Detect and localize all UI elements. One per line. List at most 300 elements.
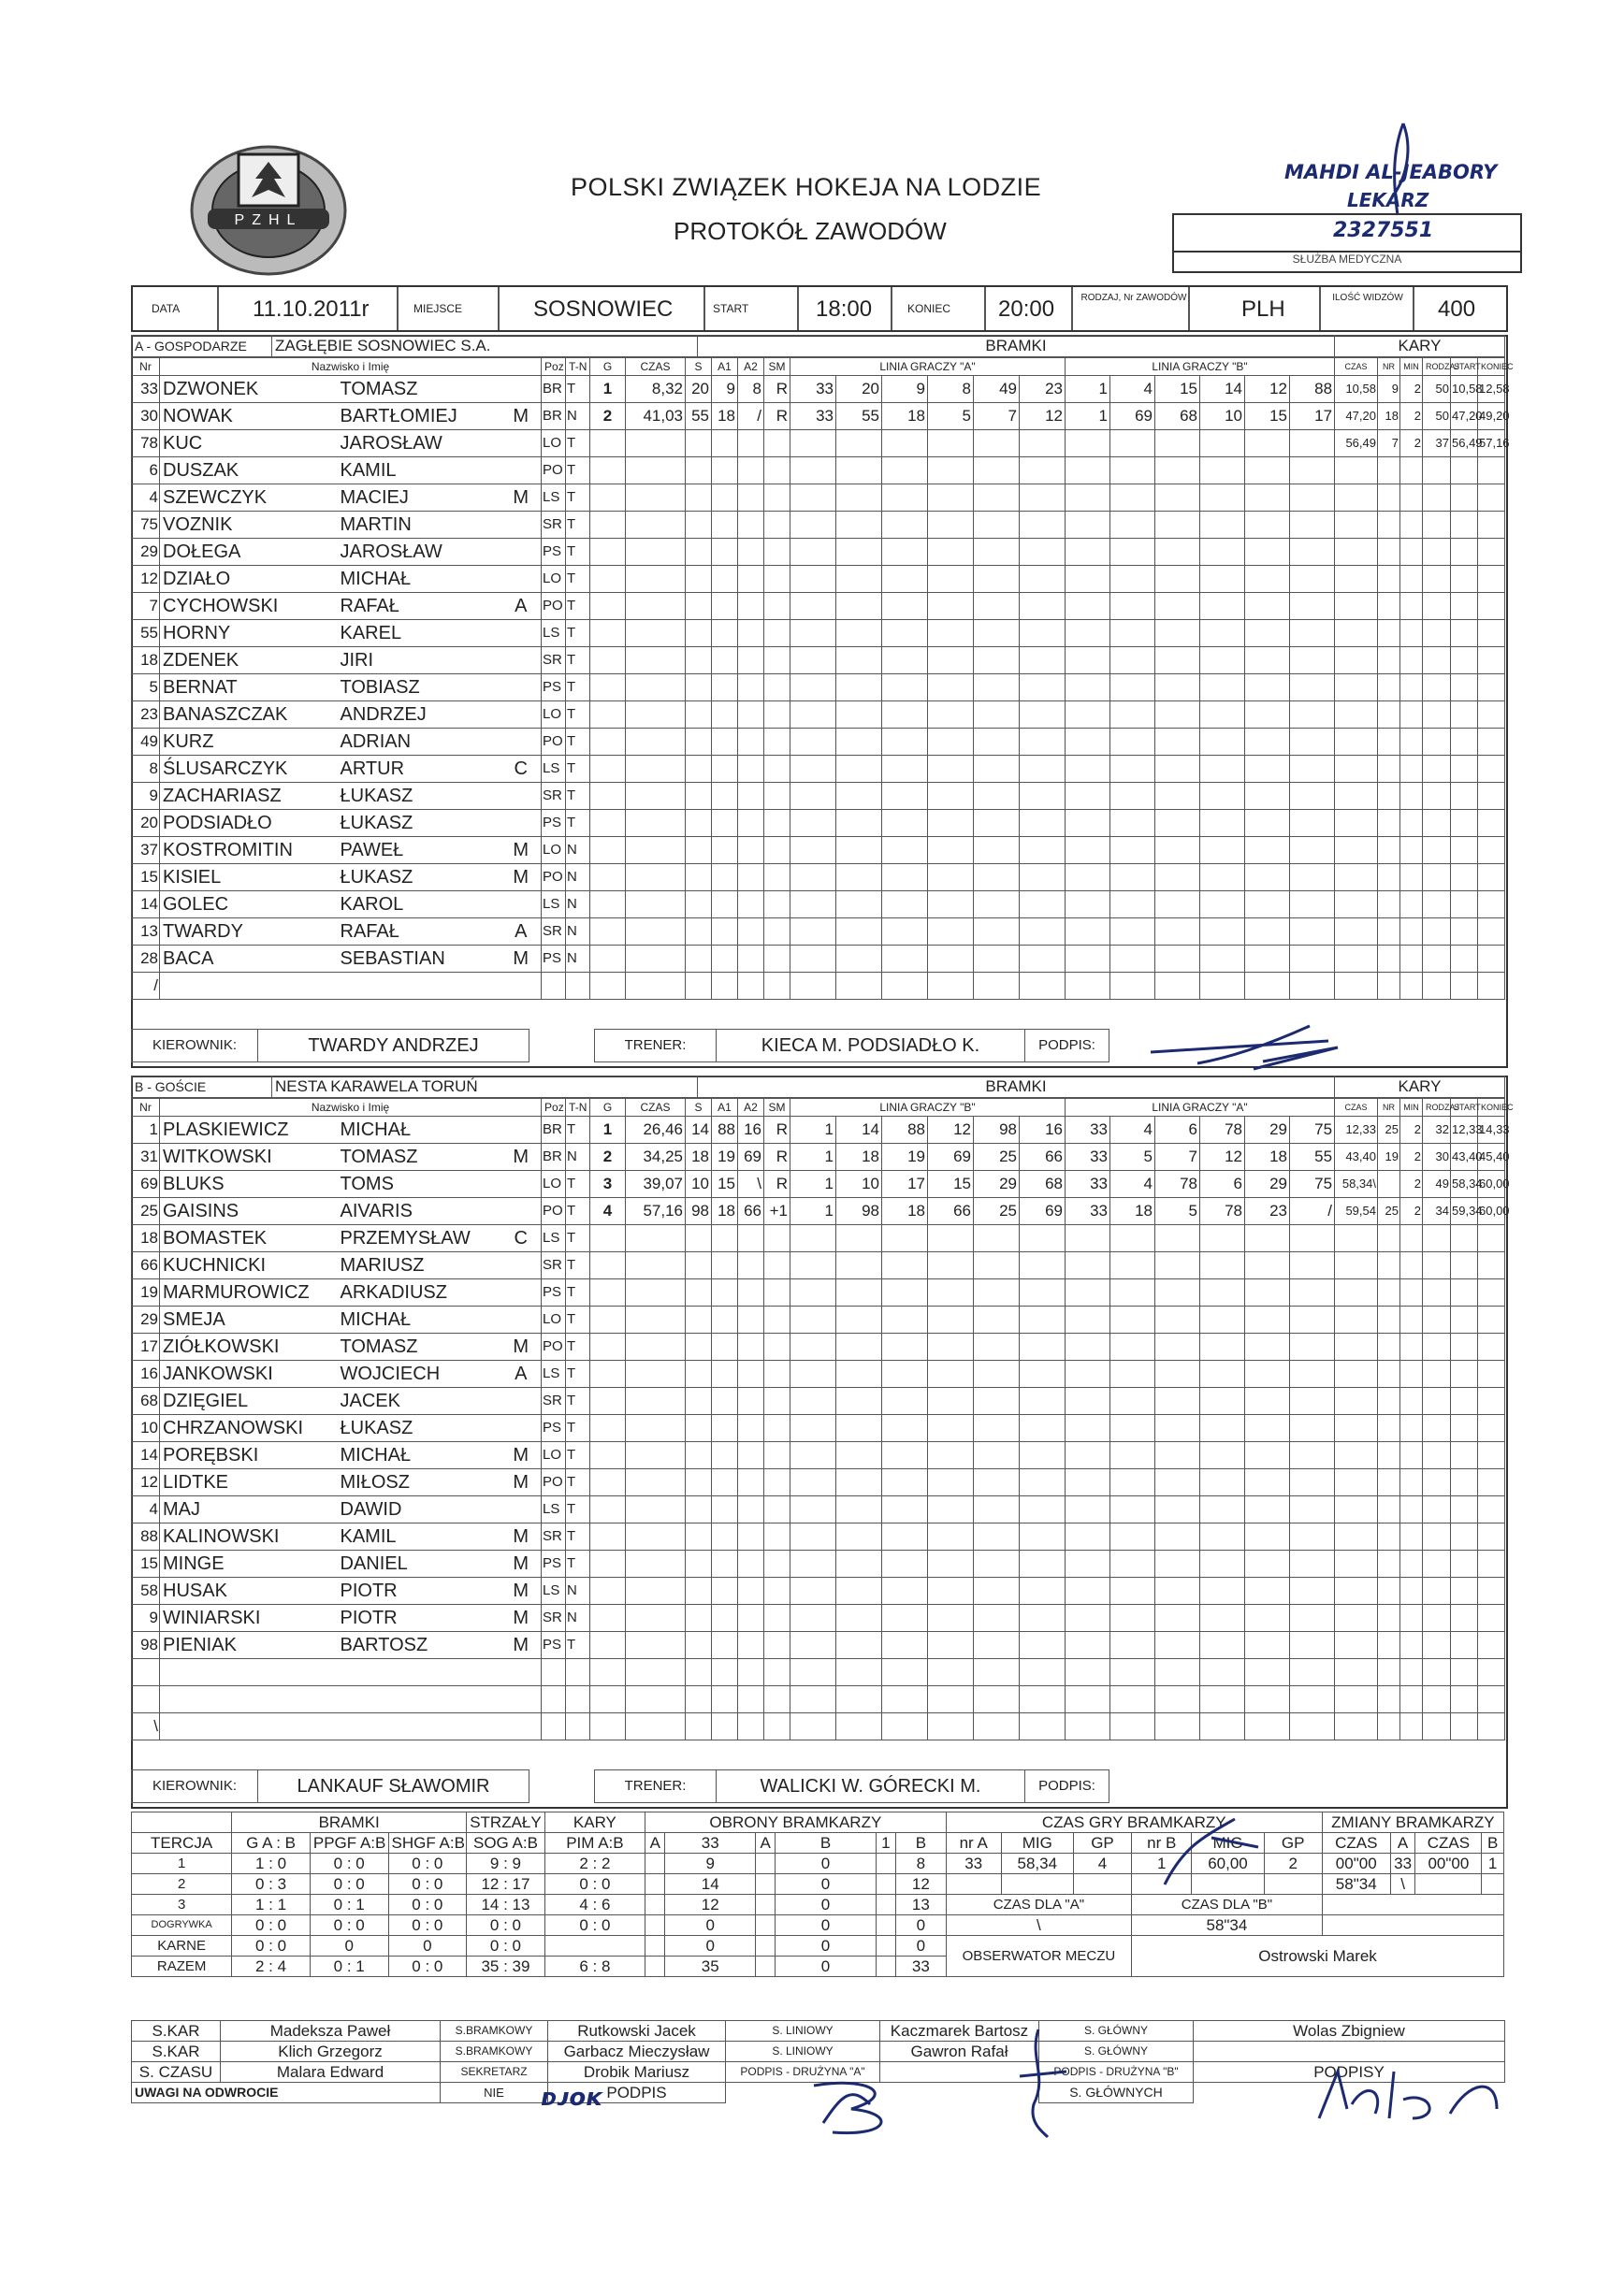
goal-row — [590, 1252, 1335, 1279]
goal-cell — [764, 1252, 790, 1279]
col-a2: A2 — [738, 358, 764, 376]
penalty-cell — [1400, 1659, 1423, 1686]
goal-row — [590, 512, 1335, 539]
penalty-row — [1335, 1469, 1505, 1496]
goal-cell — [1020, 783, 1066, 810]
player-position — [542, 1686, 566, 1713]
goal-cell — [1290, 1578, 1335, 1605]
goal-row — [590, 1198, 1335, 1225]
player-tn: T — [566, 674, 590, 701]
goal-cell — [1066, 1334, 1110, 1361]
goal-cell — [712, 701, 738, 729]
official-cell: Garbacz Mieczysław — [548, 2042, 726, 2062]
penalty-cell — [1400, 1415, 1423, 1442]
goal-cell: 19 — [882, 1144, 928, 1171]
player-role — [501, 674, 542, 701]
goal-cell — [836, 1252, 882, 1279]
penalty-cell — [1423, 566, 1451, 593]
player-number — [132, 1686, 160, 1713]
player-position: PS — [542, 1551, 566, 1578]
goal-cell — [738, 1334, 764, 1361]
player-firstname: ARKADIUSZ — [338, 1279, 501, 1307]
penalty-cell: 50 — [1423, 376, 1451, 403]
player-row — [132, 837, 590, 864]
goal-cell — [1020, 1632, 1066, 1659]
goal-cell — [764, 1605, 790, 1632]
goal-cell — [1155, 512, 1200, 539]
goal-cell — [1155, 593, 1200, 620]
goal-cell — [738, 1388, 764, 1415]
goal-row — [590, 430, 1335, 457]
player-firstname: JIRI — [338, 647, 501, 674]
goal-cell — [764, 1686, 790, 1713]
goal-cell — [1110, 593, 1155, 620]
penalty-cell — [1423, 1551, 1451, 1578]
goal-cell — [928, 891, 974, 918]
goal-cell — [712, 1388, 738, 1415]
summary-table — [131, 1812, 1504, 1977]
penalty-row — [1335, 1415, 1505, 1442]
penalty-cell — [1451, 918, 1478, 946]
player-number: \ — [132, 1713, 160, 1740]
penalty-row — [1335, 1659, 1505, 1686]
penalty-cell — [1378, 973, 1400, 1000]
goal-cell — [790, 756, 836, 783]
goal-cell: 68 — [1155, 403, 1200, 430]
player-position — [542, 1713, 566, 1740]
goal-row — [590, 891, 1335, 918]
penalty-row — [1335, 756, 1505, 783]
penalty-cell — [1335, 783, 1378, 810]
penalty-cell — [1478, 1632, 1505, 1659]
goal-cell: 25 — [974, 1144, 1020, 1171]
goal-cell: 66 — [738, 1198, 764, 1225]
goal-row — [590, 593, 1335, 620]
penalty-cell — [1478, 674, 1505, 701]
goal-cell — [712, 810, 738, 837]
summary-corner — [132, 1812, 232, 1833]
penalty-cell — [1335, 918, 1378, 946]
summary-subheader: 33 — [665, 1833, 756, 1854]
player-tn: T — [566, 729, 590, 756]
goal-cell — [1290, 837, 1335, 864]
goal-cell — [626, 1415, 686, 1442]
goal-cell — [590, 1361, 626, 1388]
goal-cell — [686, 729, 712, 756]
goal-cell — [738, 1659, 764, 1686]
penalty-cell — [1423, 1388, 1451, 1415]
goal-cell — [928, 1605, 974, 1632]
penalty-cell — [1378, 1171, 1400, 1198]
summary-zmiany-2: 58"34 — [1322, 1874, 1390, 1895]
summary-save-a2: 0 — [776, 1957, 876, 1977]
goal-cell — [686, 1361, 712, 1388]
goal-cell — [764, 1632, 790, 1659]
summary-save-a: 0 — [665, 1936, 756, 1957]
goal-cell — [764, 1551, 790, 1578]
goal-cell — [1290, 620, 1335, 647]
col-p-rodzaj: RODZAJ — [1423, 1099, 1451, 1117]
penalty-cell — [1378, 457, 1400, 484]
player-position: LO — [542, 430, 566, 457]
player-role — [501, 1307, 542, 1334]
goal-cell: 78 — [1155, 1171, 1200, 1198]
goal-cell — [686, 1551, 712, 1578]
player-row — [132, 1279, 590, 1307]
penalty-cell: 12,33 — [1335, 1117, 1378, 1144]
player-row — [132, 1659, 590, 1686]
penalty-cell — [1400, 810, 1423, 837]
goal-cell — [790, 1659, 836, 1686]
goal-cell — [590, 1551, 626, 1578]
goal-cell — [882, 783, 928, 810]
player-row — [132, 1144, 590, 1171]
player-position: PS — [542, 1632, 566, 1659]
goal-cell — [1066, 1578, 1110, 1605]
goal-cell — [1066, 973, 1110, 1000]
goal-cell — [1290, 729, 1335, 756]
goal-cell — [974, 566, 1020, 593]
goal-cell — [738, 1361, 764, 1388]
penalty-cell — [1478, 1225, 1505, 1252]
penalty-cell — [1335, 729, 1378, 756]
penalty-row — [1335, 674, 1505, 701]
goal-cell — [928, 783, 974, 810]
penalty-cell — [1400, 783, 1423, 810]
penalty-row — [1335, 864, 1505, 891]
goal-cell — [882, 810, 928, 837]
goal-cell — [928, 593, 974, 620]
player-position: PO — [542, 864, 566, 891]
player-tn: N — [566, 891, 590, 918]
player-tn: T — [566, 1496, 590, 1523]
player-firstname: ŁUKASZ — [338, 1415, 501, 1442]
penalty-cell — [1423, 946, 1451, 973]
summary-czas-b-value: 58"34 — [1132, 1915, 1323, 1936]
penalty-cell — [1451, 1551, 1478, 1578]
goal-cell — [1110, 864, 1155, 891]
goal-cell — [790, 647, 836, 674]
goal-cell — [1155, 837, 1200, 864]
goal-cell: / — [738, 403, 764, 430]
penalty-row — [1335, 810, 1505, 837]
goal-cell — [790, 1415, 836, 1442]
col-name: Nazwisko i Imię — [160, 358, 542, 376]
player-position: PS — [542, 946, 566, 973]
penalty-cell — [1400, 946, 1423, 973]
goal-cell — [738, 1496, 764, 1523]
player-number: 98 — [132, 1632, 160, 1659]
summary-subheader: CZAS — [1415, 1833, 1482, 1854]
goal-cell — [712, 1252, 738, 1279]
penalty-cell — [1478, 756, 1505, 783]
goal-cell — [836, 620, 882, 647]
goal-row — [590, 1117, 1335, 1144]
penalty-cell — [1423, 1252, 1451, 1279]
penalty-cell — [1400, 1469, 1423, 1496]
penalty-cell — [1478, 1252, 1505, 1279]
summary-tercja: RAZEM — [132, 1957, 232, 1977]
penalty-cell — [1423, 1605, 1451, 1632]
penalty-cell — [1400, 701, 1423, 729]
goal-cell — [712, 512, 738, 539]
penalty-row — [1335, 1117, 1505, 1144]
player-row — [132, 539, 590, 566]
goal-cell — [1155, 1225, 1200, 1252]
goal-cell — [1200, 1551, 1245, 1578]
penalty-cell: 18 — [1378, 403, 1400, 430]
player-number: 12 — [132, 1469, 160, 1496]
goal-cell — [882, 457, 928, 484]
goal-cell — [1200, 1632, 1245, 1659]
goal-cell — [836, 539, 882, 566]
teamA-podpis-label: PODPIS: — [1025, 1030, 1109, 1062]
goal-cell — [1020, 484, 1066, 512]
goal-cell — [590, 1334, 626, 1361]
col-name: Nazwisko i Imię — [160, 1099, 542, 1117]
penalty-row — [1335, 946, 1505, 973]
goal-cell — [712, 566, 738, 593]
penalty-cell — [1478, 539, 1505, 566]
goal-cell — [1290, 1605, 1335, 1632]
goal-cell — [1200, 1361, 1245, 1388]
summary-value: 0 — [388, 1936, 467, 1957]
goal-cell: 4 — [590, 1198, 626, 1225]
goal-cell — [1290, 539, 1335, 566]
goal-cell — [974, 1605, 1020, 1632]
penalty-cell — [1478, 1496, 1505, 1523]
penalty-cell — [1400, 593, 1423, 620]
goal-cell — [1290, 1469, 1335, 1496]
goal-cell — [738, 946, 764, 973]
penalty-cell — [1478, 1686, 1505, 1713]
penalty-row — [1335, 837, 1505, 864]
player-role — [501, 1415, 542, 1442]
penalty-cell — [1478, 891, 1505, 918]
goal-cell — [928, 1334, 974, 1361]
goal-cell — [590, 783, 626, 810]
goal-cell — [1200, 1279, 1245, 1307]
player-firstname: MACIEJ — [338, 484, 501, 512]
goal-cell — [974, 1469, 1020, 1496]
goal-cell — [1290, 484, 1335, 512]
goal-cell — [626, 457, 686, 484]
goal-cell — [790, 1469, 836, 1496]
player-tn: T — [566, 1469, 590, 1496]
penalty-cell — [1451, 620, 1478, 647]
goal-cell — [1200, 1496, 1245, 1523]
goal-cell — [1290, 756, 1335, 783]
goal-cell — [790, 837, 836, 864]
goal-cell — [686, 620, 712, 647]
player-position: SR — [542, 1523, 566, 1551]
player-firstname: JAROSŁAW — [338, 430, 501, 457]
goal-cell — [590, 1659, 626, 1686]
penalty-row — [1335, 1334, 1505, 1361]
penalty-cell — [1451, 1496, 1478, 1523]
goal-cell — [1290, 891, 1335, 918]
goal-cell: 18 — [712, 403, 738, 430]
player-row — [132, 430, 590, 457]
summary-zmiany: 00"00 — [1322, 1854, 1390, 1874]
goal-cell — [882, 1523, 928, 1551]
penalty-cell — [1400, 1605, 1423, 1632]
goal-cell — [882, 1469, 928, 1496]
player-surname: DZIAŁO — [160, 566, 338, 593]
goal-cell — [626, 701, 686, 729]
penalty-cell — [1451, 1523, 1478, 1551]
player-row — [132, 566, 590, 593]
goal-cell — [626, 864, 686, 891]
goal-cell: 55 — [1290, 1144, 1335, 1171]
goal-cell — [1020, 1388, 1066, 1415]
goal-cell — [764, 430, 790, 457]
goal-cell — [626, 1605, 686, 1632]
summary-row — [132, 1936, 1504, 1957]
goal-cell — [1290, 973, 1335, 1000]
goal-cell — [712, 1307, 738, 1334]
goal-cell: 18 — [882, 403, 928, 430]
goal-cell — [626, 1252, 686, 1279]
goal-cell — [1020, 701, 1066, 729]
summary-czas-gry: 4 — [1073, 1854, 1131, 1874]
player-surname — [160, 1659, 338, 1686]
goal-cell — [1245, 1659, 1290, 1686]
goal-cell — [1245, 647, 1290, 674]
goal-cell — [1155, 566, 1200, 593]
goal-cell — [974, 891, 1020, 918]
player-firstname — [338, 973, 501, 1000]
player-firstname: ARTUR — [338, 756, 501, 783]
goal-cell — [928, 1361, 974, 1388]
player-role — [501, 973, 542, 1000]
medical-number: 2327551 — [1333, 219, 1434, 242]
penalty-cell — [1478, 946, 1505, 973]
player-role — [501, 647, 542, 674]
summary-zmiany: 1 — [1482, 1854, 1504, 1874]
goal-cell — [1020, 1361, 1066, 1388]
goal-cell — [1066, 1496, 1110, 1523]
goal-cell — [1110, 1279, 1155, 1307]
goal-cell — [1110, 1713, 1155, 1740]
goal-cell — [712, 430, 738, 457]
summary-h-kary: KARY — [544, 1812, 645, 1833]
goal-cell — [882, 837, 928, 864]
goal-cell — [836, 647, 882, 674]
goal-cell — [882, 1605, 928, 1632]
penalty-row — [1335, 1713, 1505, 1740]
goal-cell — [790, 1578, 836, 1605]
goal-cell — [1020, 593, 1066, 620]
goal-cell — [790, 1252, 836, 1279]
goal-cell — [712, 918, 738, 946]
goal-cell — [626, 837, 686, 864]
goal-cell — [1290, 1334, 1335, 1361]
goal-cell: 29 — [974, 1171, 1020, 1198]
goal-cell — [1290, 674, 1335, 701]
penalty-cell: 50 — [1423, 403, 1451, 430]
penalty-cell — [1478, 1442, 1505, 1469]
goal-cell — [1200, 1334, 1245, 1361]
goal-cell — [712, 539, 738, 566]
player-row — [132, 891, 590, 918]
goal-cell — [928, 1252, 974, 1279]
goal-cell — [974, 1686, 1020, 1713]
goal-cell — [836, 701, 882, 729]
player-number: 14 — [132, 1442, 160, 1469]
goal-cell — [686, 593, 712, 620]
summary-value: 0 : 0 — [467, 1936, 545, 1957]
goal-cell — [974, 1496, 1020, 1523]
goal-cell — [882, 1551, 928, 1578]
goal-cell — [626, 674, 686, 701]
goal-cell — [590, 1225, 626, 1252]
goal-row — [590, 457, 1335, 484]
player-position: PS — [542, 539, 566, 566]
col-a1: A1 — [712, 358, 738, 376]
summary-value: 9 : 9 — [467, 1854, 545, 1874]
goal-cell — [790, 810, 836, 837]
goal-cell — [928, 729, 974, 756]
penalty-cell: 57,16 — [1478, 430, 1505, 457]
goal-cell — [686, 1442, 712, 1469]
goal-cell — [790, 1361, 836, 1388]
player-firstname: AIVARIS — [338, 1198, 501, 1225]
goal-cell — [1155, 1442, 1200, 1469]
penalty-cell: 37 — [1423, 430, 1451, 457]
goal-cell: 12 — [1200, 1144, 1245, 1171]
summary-value: 2 : 4 — [232, 1957, 311, 1977]
player-role — [501, 1198, 542, 1225]
summary-h-bramki: BRAMKI — [232, 1812, 467, 1833]
goal-cell — [974, 593, 1020, 620]
goal-cell — [1155, 1605, 1200, 1632]
goal-cell — [1020, 1659, 1066, 1686]
goal-cell — [836, 1713, 882, 1740]
goal-row — [590, 756, 1335, 783]
player-position: LS — [542, 891, 566, 918]
rodzaj-value: PLH — [1241, 296, 1285, 322]
player-surname: MINGE — [160, 1551, 338, 1578]
goal-cell — [738, 1469, 764, 1496]
goal-cell — [1245, 430, 1290, 457]
teamA-penalties-header: KARY — [1335, 336, 1505, 357]
goal-row — [590, 1659, 1335, 1686]
summary-value: 6 : 8 — [544, 1957, 645, 1977]
penalty-cell — [1451, 729, 1478, 756]
goal-cell — [1200, 1388, 1245, 1415]
penalty-cell — [1423, 918, 1451, 946]
player-firstname: JACEK — [338, 1388, 501, 1415]
goal-cell — [1245, 1551, 1290, 1578]
player-surname — [160, 973, 338, 1000]
official-cell: SEKRETARZ — [441, 2062, 548, 2083]
goal-cell: 6 — [1155, 1117, 1200, 1144]
penalty-cell — [1335, 1605, 1378, 1632]
teamA-goals-header: BRAMKI — [698, 336, 1335, 357]
medical-box — [1172, 213, 1522, 273]
summary-subheader: MIG — [1192, 1833, 1264, 1854]
goal-cell: R — [764, 1117, 790, 1144]
goal-row — [590, 484, 1335, 512]
player-number: 7 — [132, 593, 160, 620]
penalty-cell — [1451, 1388, 1478, 1415]
player-firstname: MICHAŁ — [338, 1442, 501, 1469]
goal-cell — [1155, 1551, 1200, 1578]
goal-cell: 10 — [1200, 403, 1245, 430]
goal-cell — [928, 918, 974, 946]
goal-cell: 15 — [1155, 376, 1200, 403]
